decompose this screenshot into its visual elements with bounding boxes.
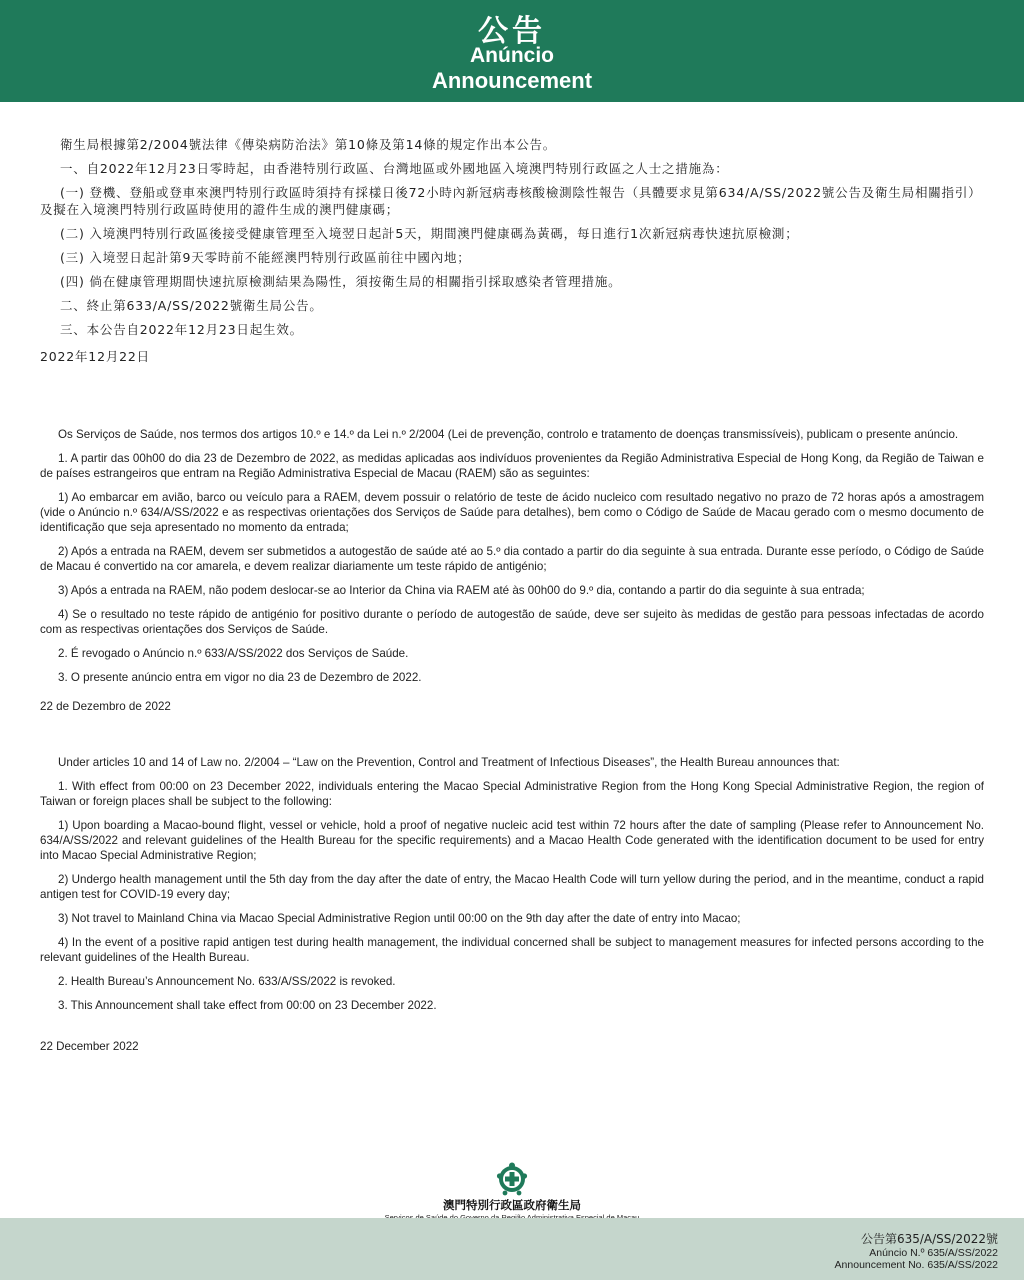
en-subitem-1: 1) Upon boarding a Macao-bound flight, vessel or vehicle, hold a proof of negative nucleic acid test within 72 hours after the date of sampling (Please refer to Announcement No. 634/A/SS/2022 and relevant guidelines of the Health Bureau for the specific requirements) and a Macao Health Code generated with the identification document to be used for entry into Macao Special Administrative Region;	[40, 819, 984, 862]
zh-item-3: 三、本公告自2022年12月23日起生效。	[60, 322, 303, 337]
en-item-3: 3. This Announcement shall take effect from 00:00 on 23 December 2022.	[58, 999, 437, 1012]
en-item-2: 2. Health Bureau’s Announcement No. 633/A/SS/2022 is revoked.	[58, 975, 396, 988]
en-subitem-4: 4) In the event of a positive rapid antigen test during health management, the individual concerned shall be subject to management measures for infected persons according to the relevant guidelines of the Health Bureau.	[40, 936, 984, 964]
health-bureau-logo-block	[0, 1162, 1024, 1222]
pt-item-1: 1. A partir das 00h00 do dia 23 de Dezembro de 2022, as medidas aplicadas aos indivíduos provenientes da Região Administrativa Especial de Hong Kong, da Região de Taiwan e de países estrangeiros que entram na Região Administrativa Especial de Macau (RAEM) são as seguintes:	[40, 452, 984, 480]
pt-subitem-1: 1) Ao embarcar em avião, barco ou veículo para a RAEM, devem possuir o relatório de teste de ácido nucleico com resultado negativo no prazo de 72 horas após a amostragem (vide o Anúncio n.º 634/A/SS/2022 e as respectivas orientações dos Serviços de Saúde para detalhes), bem como o Código de Saúde de Macau gerado com o mesmo documento de identificação que seja apresentado no momento da entrada;	[40, 491, 984, 534]
en-date: 22 December 2022	[40, 1040, 139, 1053]
pt-subitem-3: 3) Após a entrada na RAEM, não podem deslocar-se ao Interior da China via RAEM até às 00h00 do 9.º dia, contando a partir do dia seguinte à sua entrada;	[58, 584, 865, 597]
pt-intro: Os Serviços de Saúde, nos termos dos artigos 10.º e 14.º da Lei n.º 2/2004 (Lei de prevenção, controlo e tratamento de doenças transmissíveis), publicam o presente anúncio.	[58, 428, 959, 441]
zh-subitem-4: (四) 倘在健康管理期間快速抗原檢測結果為陽性，須按衛生局的相關指引採取感染者管理措施。	[60, 274, 622, 289]
en-intro: Under articles 10 and 14 of Law no. 2/2004 – “Law on the Prevention, Control and Treatment of Infectious Diseases”, the Health Bureau announces that:	[58, 756, 840, 769]
title-chinese: 公告	[478, 14, 546, 49]
logo-name-chinese: 澳門特別行政區政府衛生局	[443, 1198, 581, 1212]
zh-subitem-1: (一) 登機、登船或登車來澳門特別行政區時須持有採樣日後72小時內新冠病毒核酸檢測陰性報告（具體要求見第634/A/SS/2022號公告及衛生局相關指引）及擬在入境澳門特別行政區時使用的證件生成的澳門健康碼；	[40, 185, 982, 217]
english-section	[40, 755, 984, 1063]
en-subitem-2: 2) Undergo health management until the 5th day from the day after the date of entry, the Macao Health Code will turn yellow during the period, and in the meantime, conduct a rapid antigen test for COVID-19 every day;	[40, 873, 984, 901]
footer-bar	[0, 1218, 1024, 1280]
zh-intro: 衛生局根據第2/2004號法律《傳染病防治法》第10條及第14條的規定作出本公告。	[60, 137, 557, 152]
portuguese-section	[40, 427, 984, 723]
header-banner	[0, 0, 1024, 102]
pt-item-3: 3. O presente anúncio entra em vigor no dia 23 de Dezembro de 2022.	[58, 671, 422, 684]
en-subitem-3: 3) Not travel to Mainland China via Macao Special Administrative Region until 00:00 on the 9th day after the date of entry into Macao;	[58, 912, 741, 925]
pt-date: 22 de Dezembro de 2022	[40, 700, 171, 713]
title-english: Announcement	[431, 68, 593, 93]
pt-subitem-4: 4) Se o resultado no teste rápido de antigénio for positivo durante o período de autogestão de saúde, deve ser sujeito às medidas de gestão para pessoas infectadas de acordo com as respectivas orientações dos Serviços de Saúde.	[40, 608, 984, 636]
health-bureau-logo-icon	[496, 1162, 528, 1196]
pt-item-2: 2. É revogado o Anúncio n.º 633/A/SS/2022 dos Serviços de Saúde.	[58, 647, 409, 660]
zh-date: 2022年12月22日	[40, 349, 150, 364]
footer-ref-chinese: 公告第635/A/SS/2022號	[860, 1232, 998, 1246]
zh-subitem-2: (二) 入境澳門特別行政區後接受健康管理至入境翌日起計5天，期間澳門健康碼為黃碼，每日進行1次新冠病毒快速抗原檢測；	[60, 226, 799, 241]
zh-subitem-3: (三) 入境翌日起計第9天零時前不能經澳門特別行政區前往中國內地；	[60, 250, 471, 265]
chinese-section	[40, 136, 984, 372]
zh-item-1: 一、自2022年12月23日零時起，由香港特別行政區、台灣地區或外國地區入境澳門特別行政區之人士之措施為：	[60, 161, 729, 176]
en-item-1: 1. With effect from 00:00 on 23 December 2022, individuals entering the Macao Special Administrative Region from the Hong Kong Special Administrative Region, the region of Taiwan or foreign places shall be subject to the following:	[40, 780, 984, 808]
title-portuguese: Anúncio	[470, 44, 554, 67]
pt-subitem-2: 2) Após a entrada na RAEM, devem ser submetidos a autogestão de saúde até ao 5.º dia contado a partir do dia seguinte à sua entrada. Durante esse período, o Código de Saúde de Macau é convertido na cor amarela, e devem realizar diariamente um teste rápido de antigénio;	[40, 545, 984, 573]
zh-item-2: 二、終止第633/A/SS/2022號衛生局公告。	[60, 298, 323, 313]
footer-ref-english: Announcement No. 635/A/SS/2022	[834, 1259, 998, 1271]
footer-ref-portuguese: Anúncio N.º 635/A/SS/2022	[869, 1247, 998, 1259]
